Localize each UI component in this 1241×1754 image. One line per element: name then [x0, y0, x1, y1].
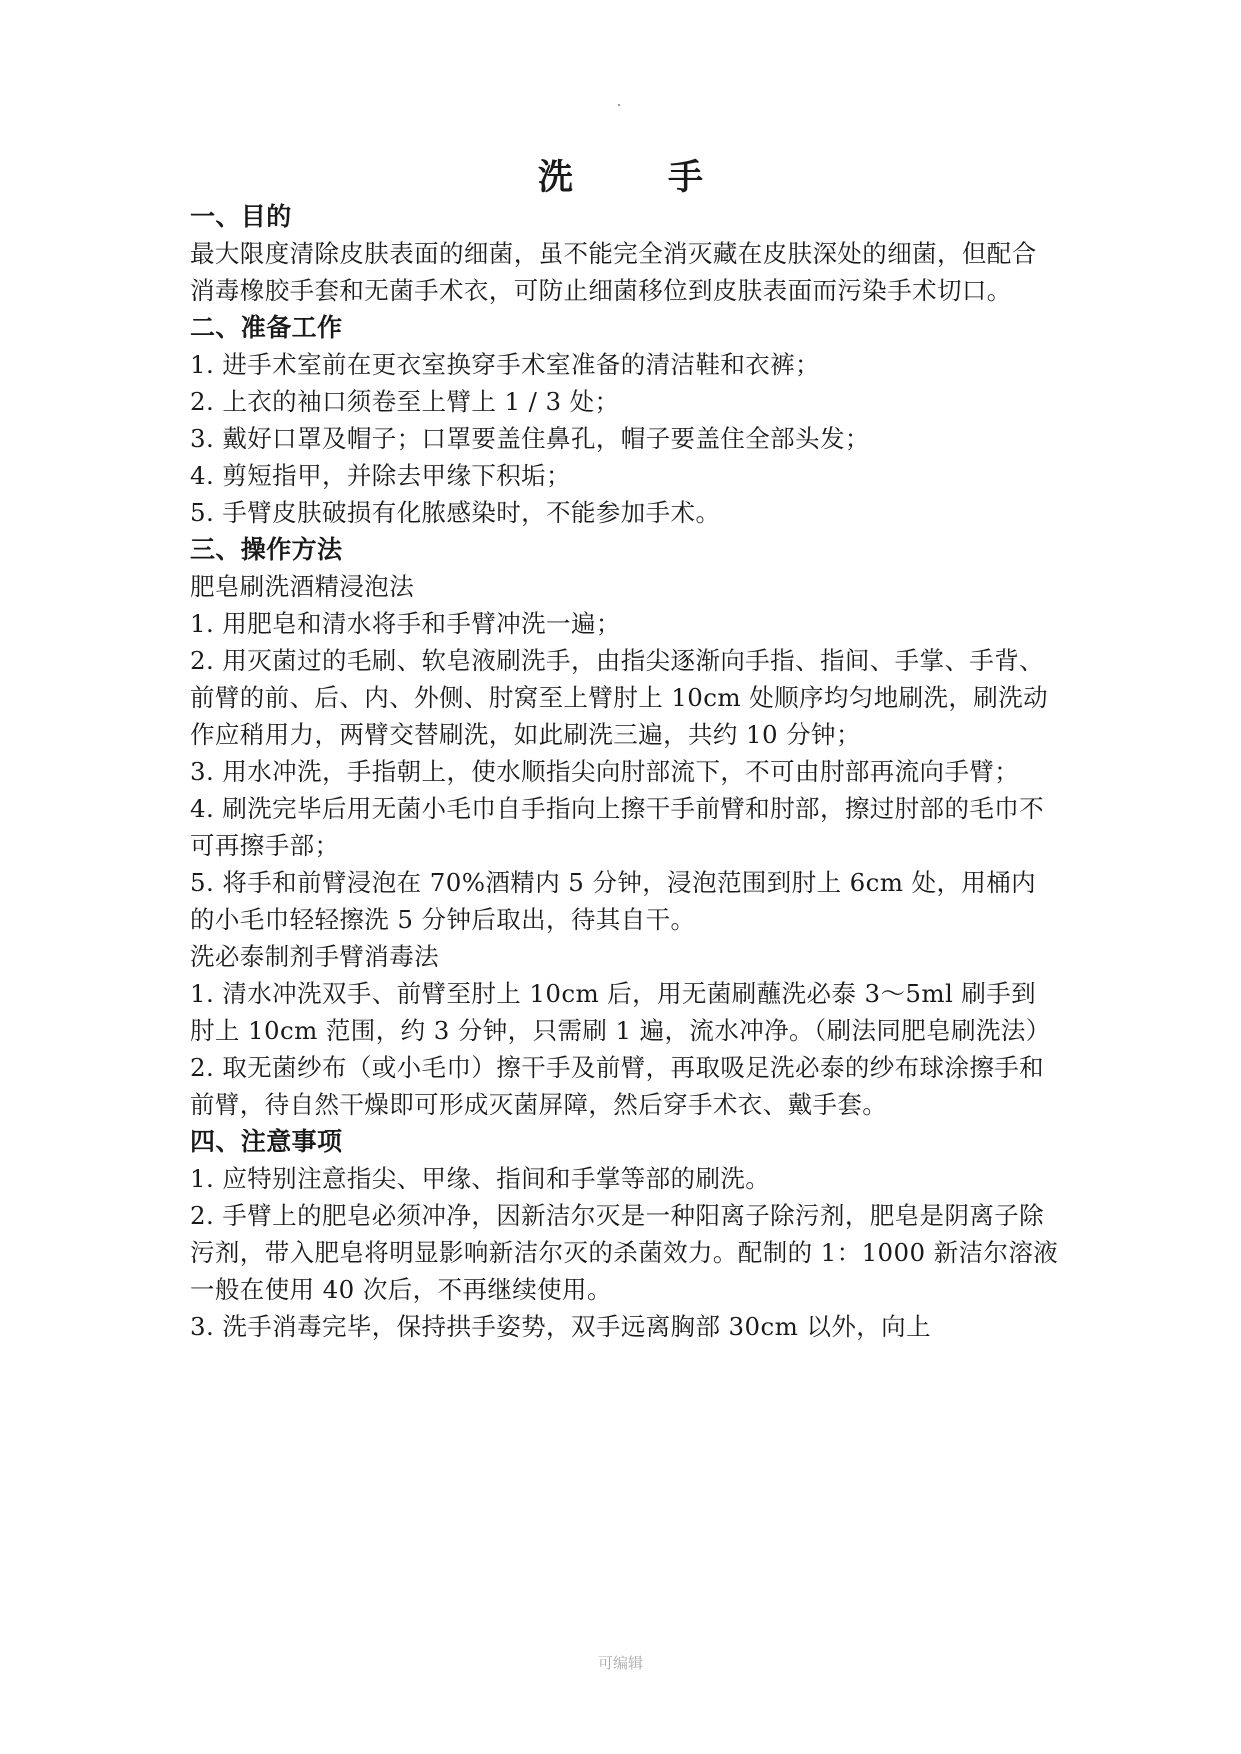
- method2-step-1: 1. 清水冲洗双手、前臂至肘上 10cm 后，用无菌刷蘸洗必泰 3～5ml 刷手到肘上 10cm 范围，约 3 分钟，只需刷 1 遍，流水冲净。（刷法同肥皂刷洗法）: [190, 979, 1051, 1045]
- section-heading-purpose: 一、目的: [190, 202, 292, 231]
- footer-label: 可编辑: [597, 1654, 643, 1672]
- document-body: [190, 198, 1060, 1345]
- preparation-item-3: 3. 戴好口罩及帽子；口罩要盖住鼻孔，帽子要盖住全部头发；: [190, 424, 870, 453]
- section-heading-notes: 四、注意事项: [190, 1127, 343, 1156]
- preparation-item-2: 2. 上衣的袖口须卷至上臂上 1 / 3 处；: [190, 387, 620, 416]
- preparation-item-5: 5. 手臂皮肤破损有化脓感染时，不能参加手术。: [190, 498, 721, 527]
- method1-step-4: 4. 刷洗完毕后用无菌小毛巾自手指向上擦干手前臂和肘部，擦过肘部的毛巾不可再擦手部；: [190, 794, 1045, 860]
- notes-item-2: 2. 手臂上的肥皂必须冲净，因新洁尔灭是一种阳离子除污剂，肥皂是阴离子除污剂，带入肥皂将明显影响新洁尔灭的杀菌效力。配制的 1：1000 新洁尔溶液一般在使用 40 次后，不再继续使用。: [190, 1201, 1059, 1304]
- method1-step-2: 2. 用灭菌过的毛刷、软皂液刷洗手，由指尖逐渐向手指、指间、手掌、手背、前臂的前、后、内、外侧、肘窝至上臂肘上 10cm 处顺序均匀地刷洗，刷洗动作应稍用力，两臂交替刷洗，如此刷洗三遍，共约 10 分钟；: [190, 646, 1049, 749]
- method1-step-5: 5. 将手和前臂浸泡在 70%酒精内 5 分钟，浸泡范围到肘上 6cm 处，用桶内的小毛巾轻轻擦洗 5 分钟后取出，待其自干。: [190, 868, 1037, 934]
- method2-subheading: 洗必泰制剂手臂消毒法: [190, 942, 439, 971]
- method1-subheading: 肥皂刷洗酒精浸泡法: [190, 572, 415, 601]
- preparation-item-4: 4. 剪短指甲，并除去甲缘下积垢；: [190, 461, 571, 490]
- section-heading-preparation: 二、准备工作: [190, 313, 343, 342]
- page-top-mark: [618, 104, 620, 106]
- method1-step-1: 1. 用肥皂和清水将手和手臂冲洗一遍；: [190, 609, 621, 638]
- section-heading-method: 三、操作方法: [190, 535, 343, 564]
- method1-step-3: 3. 用水冲洗，手指朝上，使水顺指尖向肘部流下，不可由肘部再流向手臂；: [190, 757, 1020, 786]
- preparation-item-1: 1. 进手术室前在更衣室换穿手术室准备的清洁鞋和衣裤；: [190, 350, 820, 379]
- method2-step-2: 2. 取无菌纱布（或小毛巾）擦干手及前臂，再取吸足洗必泰的纱布球涂擦手和前臂，待自然干燥即可形成灭菌屏障，然后穿手术衣、戴手套。: [190, 1053, 1045, 1119]
- purpose-paragraph: 最大限度清除皮肤表面的细菌，虽不能完全消灭藏在皮肤深处的细菌，但配合消毒橡胶手套和无菌手术衣，可防止细菌移位到皮肤表面而污染手术切口。: [190, 239, 1037, 305]
- notes-item-1: 1. 应特别注意指尖、甲缘、指间和手掌等部的刷洗。: [190, 1164, 771, 1193]
- page-title: 洗 手: [537, 158, 733, 198]
- notes-item-3: 3. 洗手消毒完毕，保持拱手姿势，双手远离胸部 30cm 以外，向上: [190, 1312, 931, 1341]
